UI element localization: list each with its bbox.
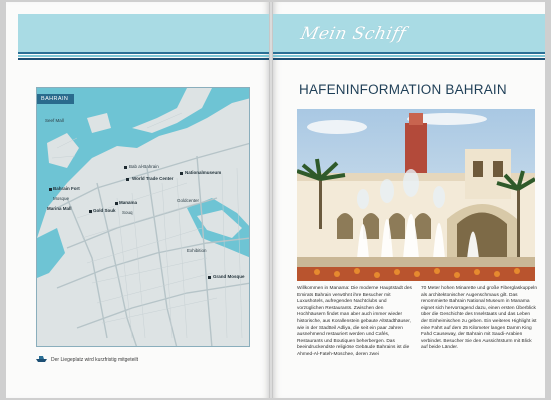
map-label-gold-center: Goldcenter (177, 198, 200, 203)
poi-marker (49, 188, 52, 191)
poi-marker (115, 202, 118, 205)
header-stripes (18, 52, 269, 62)
map-label-grand-mosque: Grand Mosque (213, 274, 245, 279)
poi-marker (180, 172, 183, 175)
right-page (273, 2, 545, 398)
map-label-gold-souk: Gold Souk (93, 208, 116, 213)
poi-marker (89, 210, 92, 213)
map-label-bahrain-fort: Bahrain Fort (53, 186, 80, 191)
map-label-marina-mall: Marina Mall (47, 206, 72, 211)
city-map (36, 87, 250, 347)
poi-marker (124, 166, 127, 169)
bab-al-bahrain-photo-graphic (297, 109, 535, 281)
article-column-left: Willkommen in Manama: Die moderne Hauptstadt des Emirats Bahrain verwöhnt ihre Besucher mit Luxushotels, aufregenden Nachtclubs und vorzüglichen Restaurants. Zwischen den Hochhäusern findet man aber auch immer wieder historische, aus Korallenstein gebaute Altstadthäuser, wie in der Stadtteil Adliya, die seit ein paar Jahren ausnehmend restauriert werden und Cafés, Restaurants und Boutiquen beherbergen. Das beeindruckendste religiöse Gebäude Bahrains ist die Ahmed-Al-Fateh-Moschee, deren zwei (297, 286, 412, 357)
left-page (6, 2, 269, 398)
header-stripes (273, 52, 545, 62)
map-label-mosque: Mosque (53, 196, 70, 201)
fountain-photo (297, 109, 535, 281)
page-title: HAFENINFORMATION BAHRAIN (299, 82, 507, 97)
poi-marker (208, 276, 211, 279)
map-caption: Der Liegeplatz wird kurzfristig mitgeteilt (51, 357, 138, 363)
ship-icon (36, 356, 47, 362)
map-label-manama: Manama (119, 200, 138, 205)
map-label-national-museum: Nationalmuseum (185, 170, 222, 175)
poi-marker (126, 178, 129, 181)
map-label-world-trade-center: World Trade Center (132, 176, 174, 181)
map-label-souq: Souq (122, 210, 133, 215)
map-label-bab-al-bahrain: Bab al-Bahrain (129, 164, 159, 169)
article-column-right: 70 Meter hohen Minarette und große Fiberglaskuppeln als architektonischer Augenschmaus gilt. Das renommierte Bahrain National Museum in Manama eignet sich hervorragend dazu, einen ersten Überblick über die Geschichte des Inselstaats und das Leben der Einheimischen zu geben. Ein weiteres Highlight ist eine Fahrt auf dem 25 Kilometer langen Damm King Fahd Causeway, der Bahrain mit Saudi-Arabien verbindet. Besucher Sie den Aussichtsturm mit Blick auf beide Länder. (421, 286, 537, 351)
map-label-exhibition: Exhibition (187, 248, 207, 253)
map-label-seef-mall: Seef Mall (45, 118, 64, 123)
map-region-tag: BAHRAIN (37, 94, 74, 104)
brand-logo: Mein Schiff (298, 24, 409, 44)
map-graphic (37, 88, 250, 347)
header-band (18, 14, 269, 54)
